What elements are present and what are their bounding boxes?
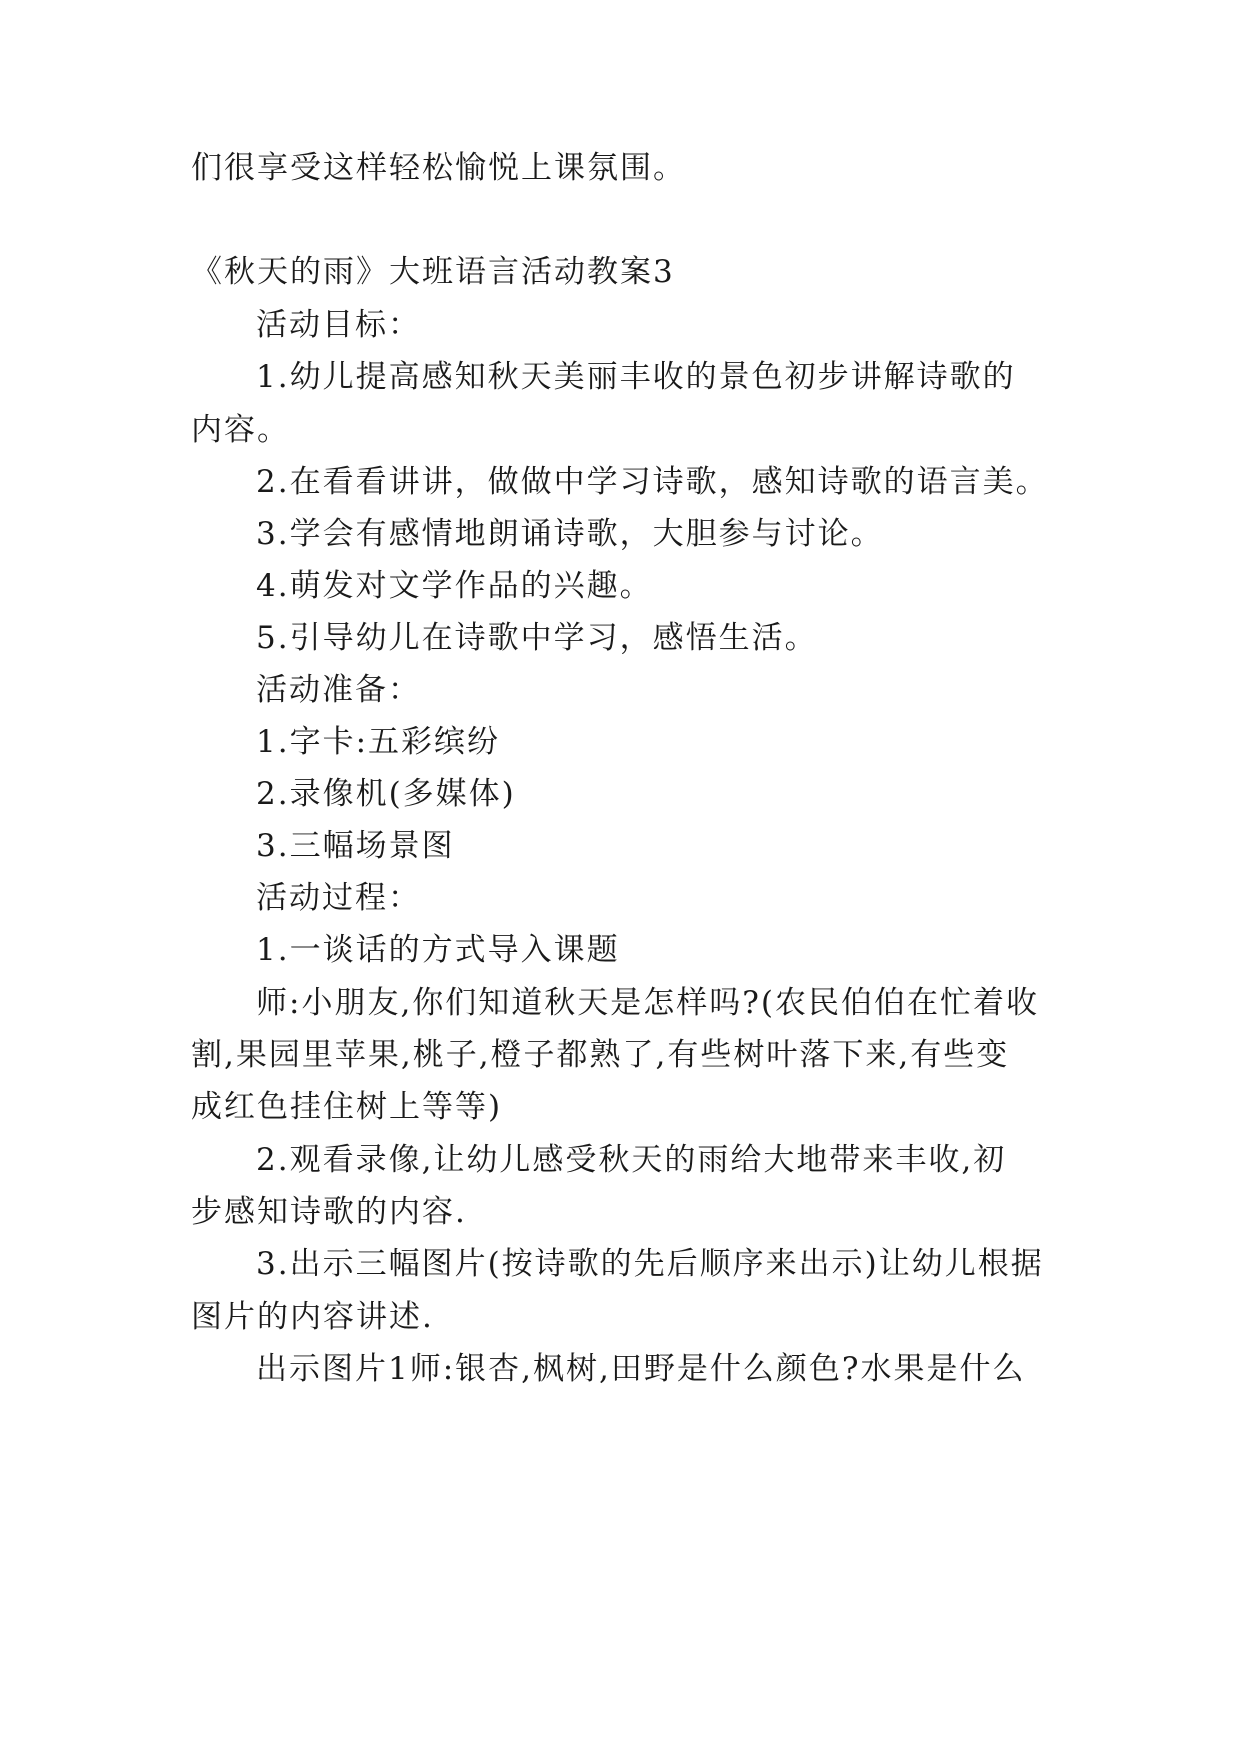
prep-heading: 活动准备： xyxy=(256,672,421,708)
process-line: 2.观看录像,让幼儿感受秋天的雨给大地带来丰收,初 xyxy=(256,1142,1007,1178)
process-line: 3.出示三幅图片(按诗歌的先后顺序来出示)让幼儿根据 xyxy=(256,1246,1044,1282)
goal-item: 5.引导幼儿在诗歌中学习，感悟生活。 xyxy=(256,620,818,656)
goal-item: 3.学会有感情地朗诵诗歌，大胆参与讨论。 xyxy=(256,516,884,552)
goal-item: 内容。 xyxy=(191,412,290,448)
process-line: 成红色挂住树上等等) xyxy=(191,1089,503,1125)
document-title: 《秋天的雨》大班语言活动教案3 xyxy=(191,254,675,290)
process-line: 割,果园里苹果,桃子,橙子都熟了,有些树叶落下来,有些变 xyxy=(191,1037,1010,1073)
process-line: 图片的内容讲述. xyxy=(191,1299,434,1335)
continuation-text: 们很享受这样轻松愉悦上课氛围。 xyxy=(191,150,686,186)
prep-item: 1.字卡:五彩缤纷 xyxy=(256,724,501,760)
process-line: 师:小朋友,你们知道秋天是怎样吗?(农民伯伯在忙着收 xyxy=(256,985,1040,1021)
process-heading: 活动过程： xyxy=(256,880,421,916)
process-line: 步感知诗歌的内容. xyxy=(191,1194,467,1230)
goal-item: 1.幼儿提高感知秋天美丽丰收的景色初步讲解诗歌的 xyxy=(256,359,1016,395)
goal-item: 4.萌发对文学作品的兴趣。 xyxy=(256,568,653,604)
process-line: 出示图片1师:银杏,枫树,田野是什么颜色?水果是什么 xyxy=(256,1351,1026,1387)
goals-heading: 活动目标： xyxy=(256,307,421,343)
prep-item: 3.三幅场景图 xyxy=(256,828,455,864)
process-line: 1.一谈话的方式导入课题 xyxy=(256,932,620,968)
goal-item: 2.在看看讲讲，做做中学习诗歌，感知诗歌的语言美。 xyxy=(256,464,1049,500)
prep-item: 2.录像机(多媒体) xyxy=(256,776,516,812)
